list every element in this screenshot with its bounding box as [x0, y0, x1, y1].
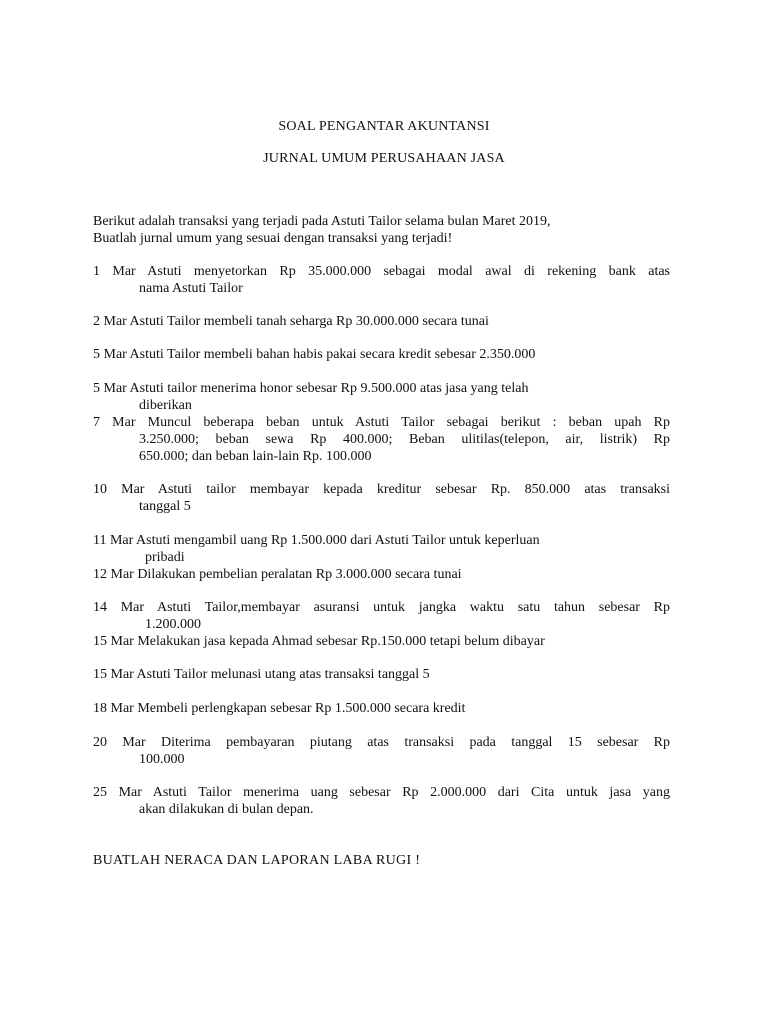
transaction-14-line-2: akan dilakukan di bulan depan. [139, 802, 314, 817]
transaction-4-line-1: 5 Mar Astuti tailor menerima honor sebesar Rp 9.500.000 atas jasa yang telah [93, 381, 529, 396]
transaction-14-line-1: 25 Mar Astuti Tailor menerima uang sebesar Rp 2.000.000 dari Cita untuk jasa yang [93, 785, 670, 800]
transaction-6-line-2: tanggal 5 [139, 499, 191, 514]
transaction-12-line-1: 18 Mar Membeli perlengkapan sebesar Rp 1.500.000 secara kredit [93, 701, 466, 716]
transaction-1-line-2: nama Astuti Tailor [139, 281, 243, 296]
transaction-2-line-1: 2 Mar Astuti Tailor membeli tanah seharga Rp 30.000.000 secara tunai [93, 314, 489, 329]
transaction-13-line-2: 100.000 [139, 752, 185, 767]
transaction-4-line-2: diberikan [139, 398, 192, 413]
transaction-9-line-1: 14 Mar Astuti Tailor,membayar asuransi untuk jangka waktu satu tahun sebesar Rp [93, 600, 670, 615]
document-title: SOAL PENGANTAR AKUNTANSI [278, 119, 490, 134]
transaction-6-line-1: 10 Mar Astuti tailor membayar kepada kreditur sebesar Rp. 850.000 atas transaksi [93, 482, 670, 497]
intro-line-1: Berikut adalah transaksi yang terjadi pada Astuti Tailor selama bulan Maret 2019, [93, 214, 551, 229]
transaction-5-line-3: 650.000; dan beban lain-lain Rp. 100.000 [139, 449, 372, 464]
transaction-5-line-2: 3.250.000; beban sewa Rp 400.000; Beban ulitilas(telepon, air, listrik) Rp [139, 432, 670, 447]
transaction-5-line-1: 7 Mar Muncul beberapa beban untuk Astuti Tailor sebagai berikut : beban upah Rp [93, 415, 670, 430]
transaction-7-line-1: 11 Mar Astuti mengambil uang Rp 1.500.000 dari Astuti Tailor untuk keperluan [93, 533, 540, 548]
transaction-11-line-1: 15 Mar Astuti Tailor melunasi utang atas transaksi tanggal 5 [93, 667, 430, 682]
transaction-8-line-1: 12 Mar Dilakukan pembelian peralatan Rp 3.000.000 secara tunai [93, 567, 462, 582]
document-subtitle: JURNAL UMUM PERUSAHAAN JASA [263, 151, 505, 166]
transaction-9-line-2: 1.200.000 [145, 617, 201, 632]
transaction-7-line-2: pribadi [145, 550, 185, 565]
transaction-3-line-1: 5 Mar Astuti Tailor membeli bahan habis pakai secara kredit sebesar 2.350.000 [93, 347, 536, 362]
transaction-10-line-1: 15 Mar Melakukan jasa kepada Ahmad sebesar Rp.150.000 tetapi belum dibayar [93, 634, 545, 649]
transaction-1-line-1: 1 Mar Astuti menyetorkan Rp 35.000.000 sebagai modal awal di rekening bank atas [93, 264, 670, 279]
closing-instruction: BUATLAH NERACA DAN LAPORAN LABA RUGI ! [93, 853, 421, 868]
intro-line-2: Buatlah jurnal umum yang sesuai dengan transaksi yang terjadi! [93, 231, 453, 246]
transaction-13-line-1: 20 Mar Diterima pembayaran piutang atas transaksi pada tanggal 15 sebesar Rp [93, 735, 670, 750]
